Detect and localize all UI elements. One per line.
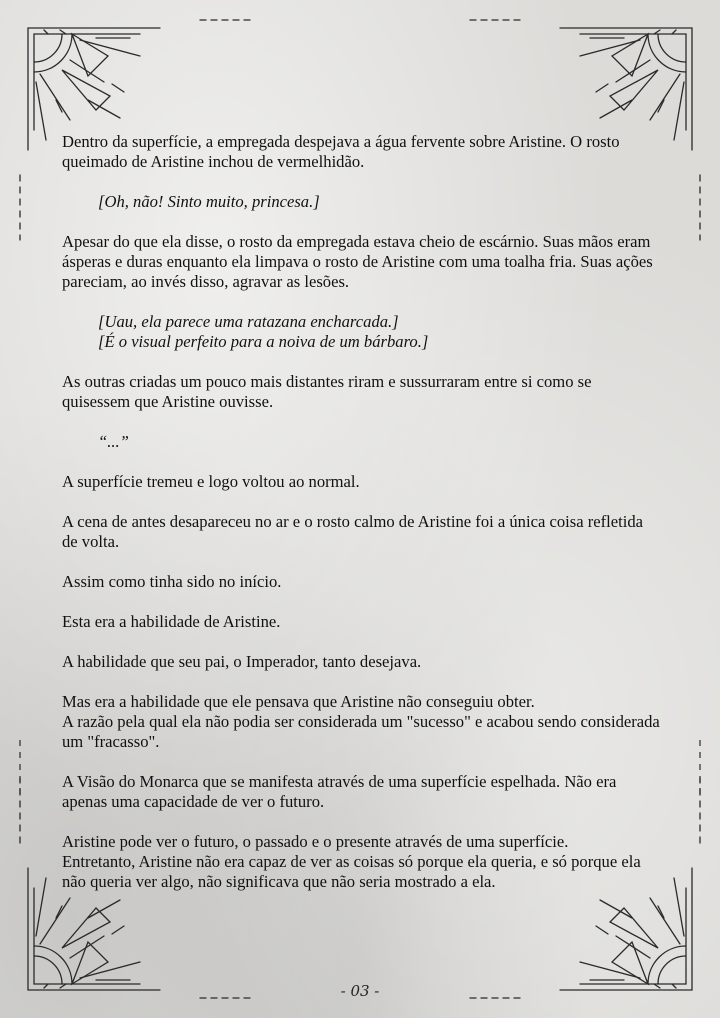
paragraph-group bbox=[62, 692, 662, 752]
paragraph: Apesar do que ela disse, o rosto da empregada estava cheio de escárnio. Suas mãos eram ásperas e duras enquanto ela limpava o rosto de Aristine com uma toalha fria. Suas ações pareciam, ao invés disso, agravar as lesões. bbox=[62, 232, 653, 291]
paragraph: Assim como tinha sido no início. bbox=[62, 572, 282, 591]
paragraph: Esta era a habilidade de Aristine. bbox=[62, 612, 281, 631]
paragraph: A cena de antes desapareceu no ar e o rosto calmo de Aristine foi a única coisa refletida de volta. bbox=[62, 512, 643, 551]
page-number: - 03 - bbox=[340, 982, 380, 1000]
paragraph-line: A razão pela qual ela não podia ser considerada um "sucesso" e acabou sendo considerada um "fracasso". bbox=[62, 712, 660, 751]
chapter-text bbox=[62, 132, 662, 912]
paragraph-group bbox=[62, 832, 662, 892]
paragraph: A habilidade que seu pai, o Imperador, tanto desejava. bbox=[62, 652, 422, 671]
paragraph: A superfície tremeu e logo voltou ao normal. bbox=[62, 472, 360, 491]
paragraph: A Visão do Monarca que se manifesta através de uma superfície espelhada. Não era apenas uma capacidade de ver o futuro. bbox=[62, 772, 617, 811]
dialogue-line: [É o visual perfeito para a noiva de um bárbaro.] bbox=[98, 332, 429, 351]
paragraph-line: Aristine pode ver o futuro, o passado e o presente através de uma superfície. bbox=[62, 832, 569, 851]
dialogue-quote-group bbox=[62, 312, 662, 352]
paragraph-line: Mas era a habilidade que ele pensava que Aristine não conseguiu obter. bbox=[62, 692, 535, 711]
dialogue-line: [Uau, ela parece uma ratazana encharcada.] bbox=[98, 312, 399, 331]
paragraph: Dentro da superfície, a empregada despejava a água fervente sobre Aristine. O rosto queimado de Aristine inchou de vermelhidão. bbox=[62, 132, 620, 171]
paragraph: As outras criadas um pouco mais distantes riram e sussurraram entre si como se quisessem que Aristine ouvisse. bbox=[62, 372, 592, 411]
paragraph-line: Entretanto, Aristine não era capaz de ver as coisas só porque ela queria, e só porque ela não queria ver algo, não significava que não seria mostrado a ela. bbox=[62, 852, 641, 891]
dialogue-quote: “...” bbox=[98, 432, 129, 451]
dialogue-quote: [Oh, não! Sinto muito, princesa.] bbox=[98, 192, 320, 211]
